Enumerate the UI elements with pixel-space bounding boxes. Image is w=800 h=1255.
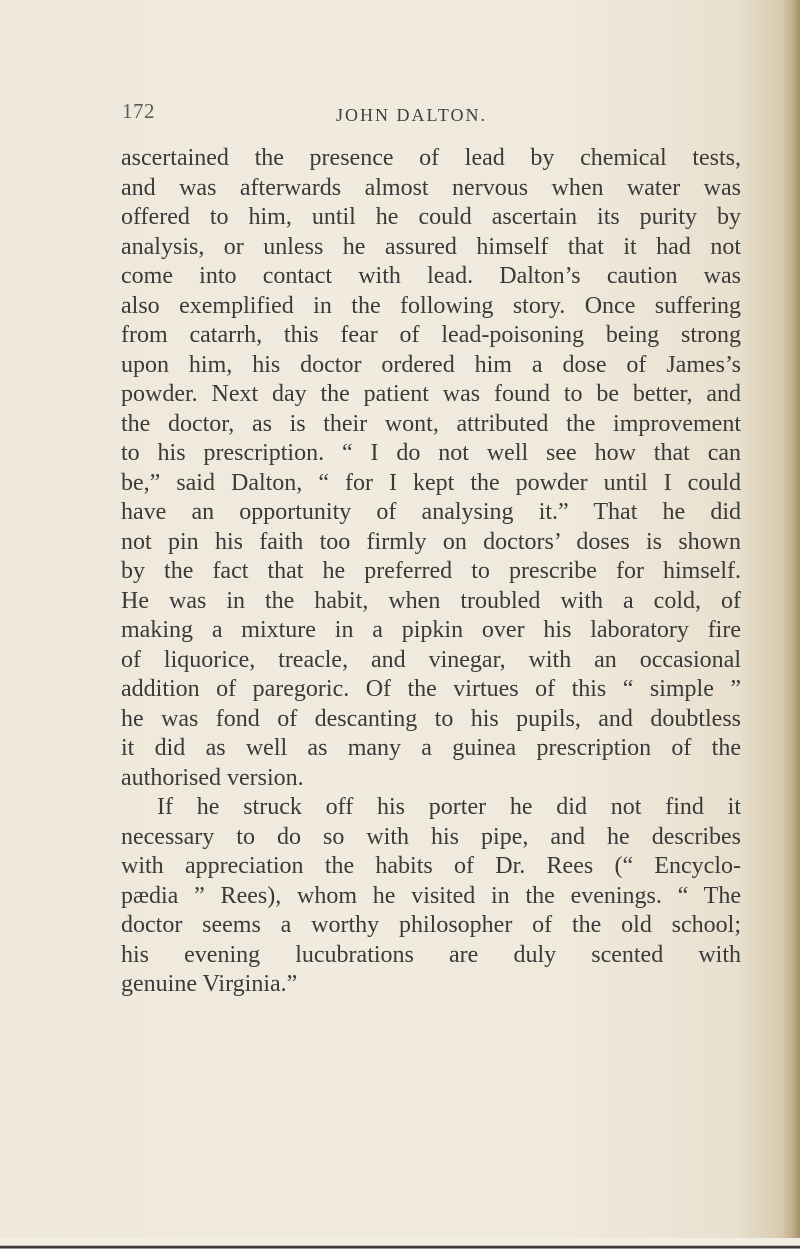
text-line: and was afterwards almost nervous when water was [121, 174, 741, 201]
text-line: of liquorice, treacle, and vinegar, with an occasional [121, 646, 741, 673]
text-line: ascertained the presence of lead by chemical tests, [121, 145, 741, 171]
text-line: genuine Virginia.” [121, 971, 298, 997]
text-line: to his prescription. “ I do not well see how that can [121, 440, 741, 466]
text-line: by the fact that he preferred to prescribe for himself. [121, 558, 741, 584]
text-line: offered to him, until he could ascertain its purity by [121, 204, 741, 230]
page-number: 172 [122, 99, 155, 123]
text-line: necessary to do so with his pipe, and he describes [121, 823, 741, 850]
text-line: analysis, or unless he assured himself that it had not [121, 233, 741, 260]
text-line: come into contact with lead. Dalton’s caution was [121, 263, 741, 289]
text-line: it did as well as many a guinea prescription of the [121, 735, 741, 761]
text-line: he was fond of descanting to his pupils, and doubtless [121, 705, 741, 732]
body-text [121, 144, 741, 1000]
text-line: powder. Next day the patient was found to be better, and [121, 381, 741, 407]
text-line: authorised version. [121, 764, 304, 791]
page-header [122, 99, 742, 133]
running-head: JOHN DALTON. [336, 105, 488, 125]
text-line: pædia ” Rees), whom he visited in the evenings. “ The [121, 882, 741, 909]
text-line: doctor seems a worthy philosopher of the old school; [121, 912, 741, 938]
page-bottom-edge [0, 1238, 800, 1255]
text-line: addition of paregoric. Of the virtues of this “ simple ” [121, 676, 741, 702]
text-line: He was in the habit, when troubled with a cold, of [121, 587, 741, 614]
text-line: If he struck off his porter he did not find it [157, 794, 741, 820]
text-line: the doctor, as is their wont, attributed the improvement [121, 410, 741, 437]
text-line: have an opportunity of analysing it.” That he did [121, 499, 741, 525]
page-edge-shadow [782, 0, 800, 1255]
text-line: be,” said Dalton, “ for I kept the powder until I could [121, 469, 741, 496]
text-line: upon him, his doctor ordered him a dose of James’s [121, 351, 741, 378]
text-line: not pin his faith too firmly on doctors’ doses is shown [121, 528, 741, 555]
text-line: from catarrh, this fear of lead-poisoning being strong [121, 322, 741, 348]
text-line: also exemplified in the following story. Once suffering [121, 292, 741, 319]
text-line: making a mixture in a pipkin over his laboratory fire [121, 617, 741, 643]
text-line: his evening lucubrations are duly scented with [121, 941, 741, 968]
text-line: with appreciation the habits of Dr. Rees (“ Encyclo- [121, 853, 741, 879]
